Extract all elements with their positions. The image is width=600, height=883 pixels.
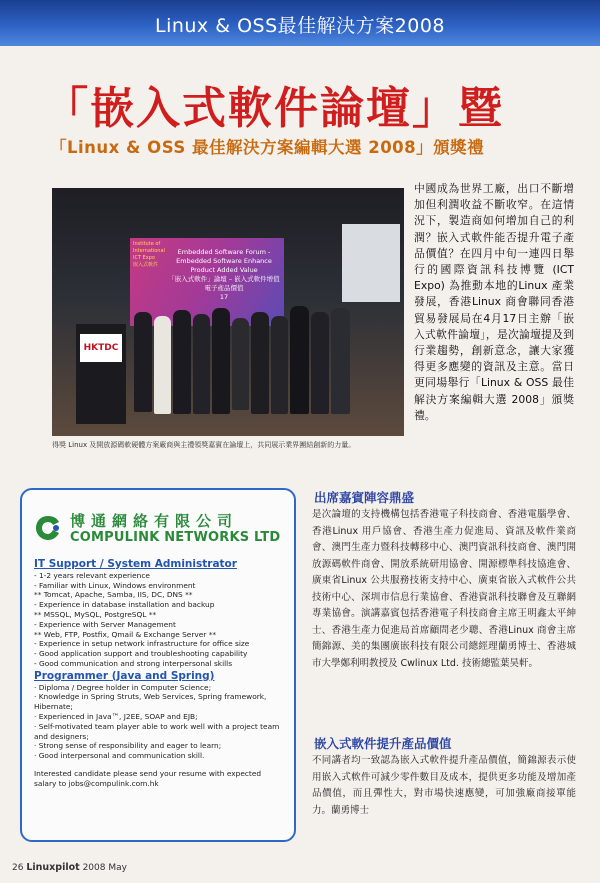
requirement-item: - Good communication and strong interpersonal skills	[34, 658, 233, 668]
requirement-item: · Good interpersonal and communication skill.	[34, 751, 205, 761]
banner-title: Linux & OSS最佳解決方案2008	[154, 15, 446, 37]
section-body-guests: 是次論壇的支持機構包括香港電子科技商會、香港電腦學會、香港Linux 用戶協會、香港生產力促進局、資訊及軟件業商會、澳門生產力暨科技轉移中心、澳門資訊科技商會、澳門開放源碼軟件商會、開放系統研用協會、開源標準科技協進會、廣東省Linux 公共服務技術支持中心、廣東省嵌入式軟件公共技術中心、深圳市信息行業協會、香港資訊科技聯會及互聯網專業協會。演講嘉賓包括香港電子科技商會主席王明鑫太平紳士、香港生產力促進局首席顧問老少聰、香港Linux 商會主席簡錦源、美的集團廣嵌科技有限公司總經理蘭勇博士、香港城市大學鄭利明教授及 Cwlinux Ltd. 技術總監葉昊軒。	[312, 509, 576, 669]
subheadline: 「Linux & OSS 最佳解決方案編輯大選 2008」頒獎禮	[50, 138, 485, 157]
section-title-guests: 出席嘉賓陣容鼎盛	[314, 490, 415, 505]
person-figure	[331, 308, 350, 414]
company-name-cn: 博通網絡有限公司	[70, 512, 239, 530]
requirement-item: - Experience with Server Management	[34, 619, 176, 629]
requirement-item: ** Web, FTP, Postfix, Qmail & Exchange Server **	[34, 629, 217, 639]
intro-paragraph: 中國成為世界工廠，出口不斷增加但利潤收益不斷收窄。在這情況下，製造商如何增加自己的利潤？嵌入式軟件能否提升電子產品價值？在四月中旬一連四日舉行的國際資訊科技博覽 (ICT Expo) 為推動本地的Linux 產業發展，香港Linux 商會聯同香港貿易發展局在4月17日主辦「嵌入式軟件論壇」，是次論壇提及到行業趨勢，創新意念，讓大家獲得更多應變的資訊及主意。當日更同場舉行「Linux & OSS 最佳解決方案編輯大選 2008」頒獎禮。	[414, 182, 574, 422]
requirement-item: - 1-2 years relevant experience	[34, 570, 150, 580]
application-instructions: Interested candidate please send your resume with expected salary to jobs@compulink.com.hk	[34, 768, 262, 788]
requirement-item: - Familiar with Linux, Windows environment	[34, 580, 196, 590]
requirement-item: · Diploma / Degree holder in Computer Science;	[34, 682, 212, 692]
photo-caption: 得獎 Linux 及開放源碼軟硬體方案廠商與主禮領獎嘉賓在論壇上，共同展示業界團結創新的力量。	[52, 441, 356, 449]
job-advertisement	[20, 488, 296, 842]
requirement-item: · Self-motivated team player able to work well with a project team and designers;	[34, 721, 280, 741]
person-figure	[173, 310, 191, 414]
job-title-programmer: Programmer (Java and Spring)	[34, 669, 215, 682]
requirement-item: - Experience in database installation and backup	[34, 600, 215, 610]
page-number: 26	[12, 863, 24, 873]
person-figure	[232, 318, 249, 410]
headline: 「嵌入式軟件論壇」暨	[44, 83, 504, 134]
job-title-it-support: IT Support / System Administrator	[34, 558, 237, 570]
requirement-item: · Knowledge in Spring Struts, Web Services, Spring framework, Hibernate;	[34, 692, 267, 712]
podium	[76, 324, 126, 424]
person-figure	[251, 312, 269, 414]
person-figure	[212, 308, 230, 414]
person-figure	[193, 314, 210, 414]
section-body-value: 不同講者均一致認為嵌入式軟件提升產品價值，簡錦源表示使用嵌入式軟件可減少零件數目及成本，提供更多功能及增加產品價值，而且彈性大，對市場快速應變，可加強廠商接單能力。蘭勇博士	[312, 755, 576, 816]
person-figure	[290, 306, 309, 414]
event-photo	[52, 188, 404, 436]
compulink-logo-icon	[34, 514, 62, 542]
screen-text: Embedded Software Forum - Embedded Software Enhance Product Added Value 「嵌入式軟件」論壇 – 嵌入式軟件增值電子產品價值 17	[168, 248, 280, 301]
podium-sign: HKTDC	[80, 334, 122, 362]
side-screen	[342, 224, 400, 302]
person-figure	[134, 312, 152, 412]
magazine-name: Linuxpilot	[26, 862, 80, 873]
company-name-en: COMPULINK NETWORKS LTD	[70, 530, 281, 545]
page-footer	[12, 862, 127, 873]
section-title-value: 嵌入式軟件提升產品價值	[314, 736, 452, 751]
issue-date: 2008 May	[82, 863, 127, 873]
requirement-item: · Strong sense of responsibility and eager to learn;	[34, 741, 222, 751]
top-banner	[0, 0, 600, 46]
requirement-item: · Experienced in Java™, J2EE, SOAP and EJB;	[34, 711, 198, 721]
ad-body	[34, 560, 284, 789]
screen-logo-text: Institute of International ICT Expo 嵌入式軟件	[133, 241, 165, 268]
person-figure	[311, 312, 329, 414]
requirement-item: - Good application support and troubleshooting capability	[34, 649, 248, 659]
person-figure	[271, 316, 288, 414]
requirement-item: ** MSSQL, MySQL, PostgreSQL **	[34, 609, 157, 619]
person-figure	[154, 316, 171, 414]
requirement-item: - Experience in setup network infrastructure for office size	[34, 639, 250, 649]
requirement-item: ** Tomcat, Apache, Samba, IIS, DC, DNS **	[34, 590, 193, 600]
company-logo	[34, 510, 280, 550]
